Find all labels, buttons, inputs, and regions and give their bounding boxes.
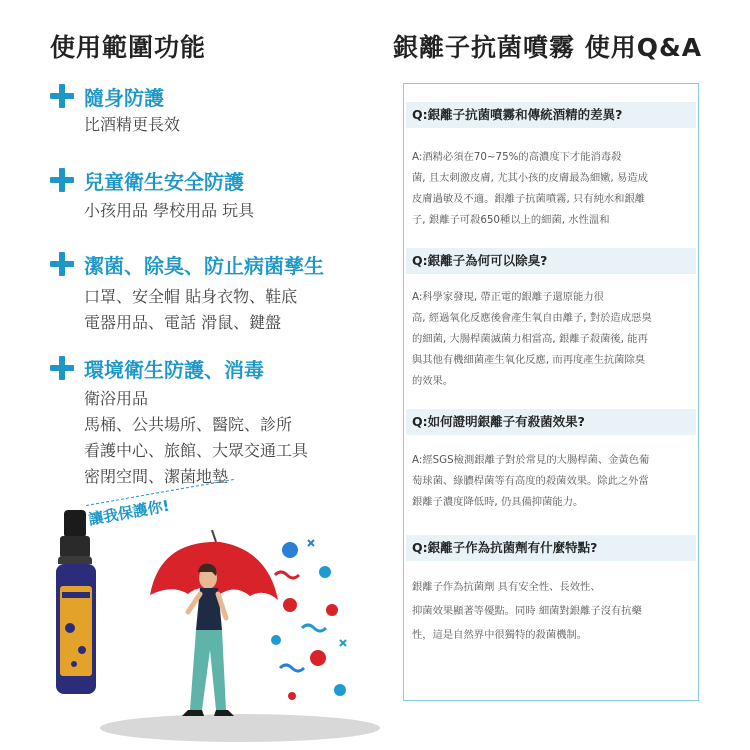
section-4-line-2: 馬桶、公共場所、醫院、診所 [84, 415, 293, 434]
q3-answer-line-3: 銀離子濃度降低時, 仍具備抑菌能力。 [412, 496, 584, 508]
q2-answer [412, 287, 692, 392]
q1-question: Q:銀離子抗菌噴霧和傳統酒精的差異? [412, 107, 623, 122]
plus-icon [50, 84, 74, 108]
q4-answer [412, 575, 692, 647]
q2-answer-line-1: A:科學家發現, 帶正電的銀離子還原能力很 [412, 291, 604, 303]
section-title-2: 兒童衛生安全防護 [84, 170, 244, 194]
q4-answer-line-3: 性，這是自然界中很獨特的殺菌機制。 [412, 629, 588, 641]
section-4-line-4: 密閉空間、潔菌地墊 [84, 467, 229, 486]
q3-question: Q:如何證明銀離子有殺菌效果? [412, 414, 585, 429]
section-title-3: 潔菌、除臭、防止病菌孳生 [84, 254, 324, 278]
section-4-line-1: 衛浴用品 [84, 389, 149, 408]
q1-answer-line-3: 皮膚過敏及不適。銀離子抗菌噴霧, 只有純水和銀離 [412, 193, 646, 205]
q4-answer-line-2: 抑菌效果顯著等優點。同時 細菌對銀離子沒有抗藥 [412, 605, 642, 617]
q4-answer-line-1: 銀離子作為抗菌劑 具有安全性、長效性、 [412, 581, 601, 593]
q1-answer [412, 147, 692, 231]
q3-answer-line-1: A:經SGS檢測銀離子對於常見的大腸桿菌、金黃色葡 [412, 454, 650, 466]
q2-answer-line-4: 與其他有機細菌產生氧化反應, 而再度產生抗菌除臭 [412, 354, 646, 366]
illustration-svg [40, 500, 380, 750]
germ-icons [271, 540, 346, 700]
section-4-line-3: 看護中心、旅館、大眾交通工具 [84, 441, 309, 460]
plus-icon [50, 356, 74, 380]
q2-answer-line-2: 高, 經過氧化反應後會產生氧自由離子, 對於造成惡臭 [412, 312, 652, 324]
section-3-line-1: 口罩、安全帽 貼身衣物、鞋底 [84, 287, 298, 306]
q4-question: Q:銀離子作為抗菌劑有什麼特點? [412, 540, 598, 555]
q3-answer-line-2: 萄球菌、綠膿桿菌等有高度的殺菌效果。除此之外當 [412, 475, 649, 487]
q1-answer-line-2: 菌, 且太刺激皮膚, 尤其小孩的皮膚最為細嫩, 易造成 [412, 172, 648, 184]
q1-answer-line-1: A:酒精必須在70~75%的高濃度下才能消毒殺 [412, 151, 622, 163]
section-1-line-1: 比酒精更長效 [84, 115, 181, 134]
q2-answer-line-3: 的細菌, 大腸桿菌滅菌力相當高, 銀離子殺菌後, 能再 [412, 333, 648, 345]
plus-icon [50, 168, 74, 192]
q2-question: Q:銀離子為何可以除臭? [412, 253, 548, 268]
spray-bottle-icon [56, 510, 96, 694]
section-3-line-2: 電器用品、電話 滑鼠、鍵盤 [84, 313, 282, 332]
q1-answer-line-4: 子, 銀離子可殺650種以上的細菌, 水性溫和 [412, 214, 610, 226]
right-heading: 銀離子抗菌噴霧 使用Q&A [393, 33, 703, 62]
illustration-caption: 讓我保護你! [87, 496, 171, 529]
q2-answer-line-5: 的效果。 [412, 375, 454, 387]
section-title-1: 隨身防護 [84, 86, 164, 110]
section-title-4: 環境衛生防護、消毒 [84, 358, 264, 382]
q3-answer [412, 450, 692, 513]
floor-shadow [100, 714, 380, 742]
left-heading: 使用範圍功能 [50, 33, 207, 62]
plus-icon [50, 252, 74, 276]
section-2-line-1: 小孩用品 學校用品 玩具 [84, 201, 255, 220]
